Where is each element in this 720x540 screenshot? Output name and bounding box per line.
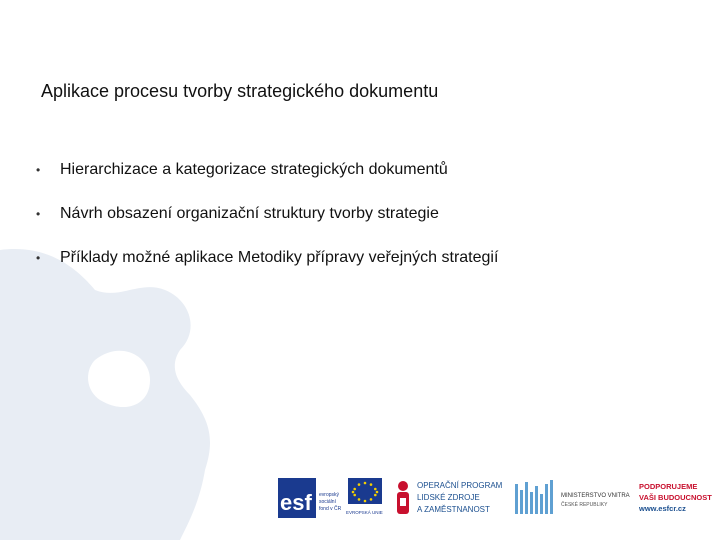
eu-caption: EVROPSKÁ UNIE [346,510,383,515]
op-lzz-logo [393,478,503,520]
bullet-item [36,148,498,192]
mv-line-1: MINISTERSTVO VNITRA [561,493,630,499]
op-line-3: A ZAMĚSTNANOST [417,505,490,514]
bullet-item [36,192,498,236]
footer-logos [278,476,718,522]
support-line-1: PODPORUJEME [639,482,698,491]
slide-title: Aplikace procesu tvorby strategického dokumentu [41,81,439,101]
bullet-text: Příklady možné aplikace Metodiky přípravy veřejných strategií [60,249,499,266]
bullet-item [36,236,498,280]
bullet-marker: • [36,207,41,221]
support-logo [639,478,717,520]
support-line-3: www.esfcr.cz [639,504,686,513]
mv-line-2: ČESKÉ REPUBLIKY [561,502,608,508]
bullet-list [36,148,498,280]
mv-cr-logo [515,478,635,520]
bullet-marker: • [36,251,41,265]
esf-caption-2: sociální [319,499,336,505]
bullet-text: Hierarchizace a kategorizace strategických dokumentů [60,161,448,178]
esf-caption-3: fond v ČR [319,506,342,512]
bullet-text: Návrh obsazení organizační struktury tvorby strategie [60,205,439,222]
bullet-marker: • [36,163,41,177]
esf-logo [278,478,344,520]
eu-flag-logo [346,478,386,520]
op-line-2: LIDSKÉ ZDROJE [417,493,480,502]
op-line-1: OPERAČNÍ PROGRAM [417,481,503,490]
esf-caption-1: evropský [319,492,340,498]
esf-letters: esf [280,490,312,515]
support-line-2: VAŠI BUDOUCNOST [639,493,712,502]
